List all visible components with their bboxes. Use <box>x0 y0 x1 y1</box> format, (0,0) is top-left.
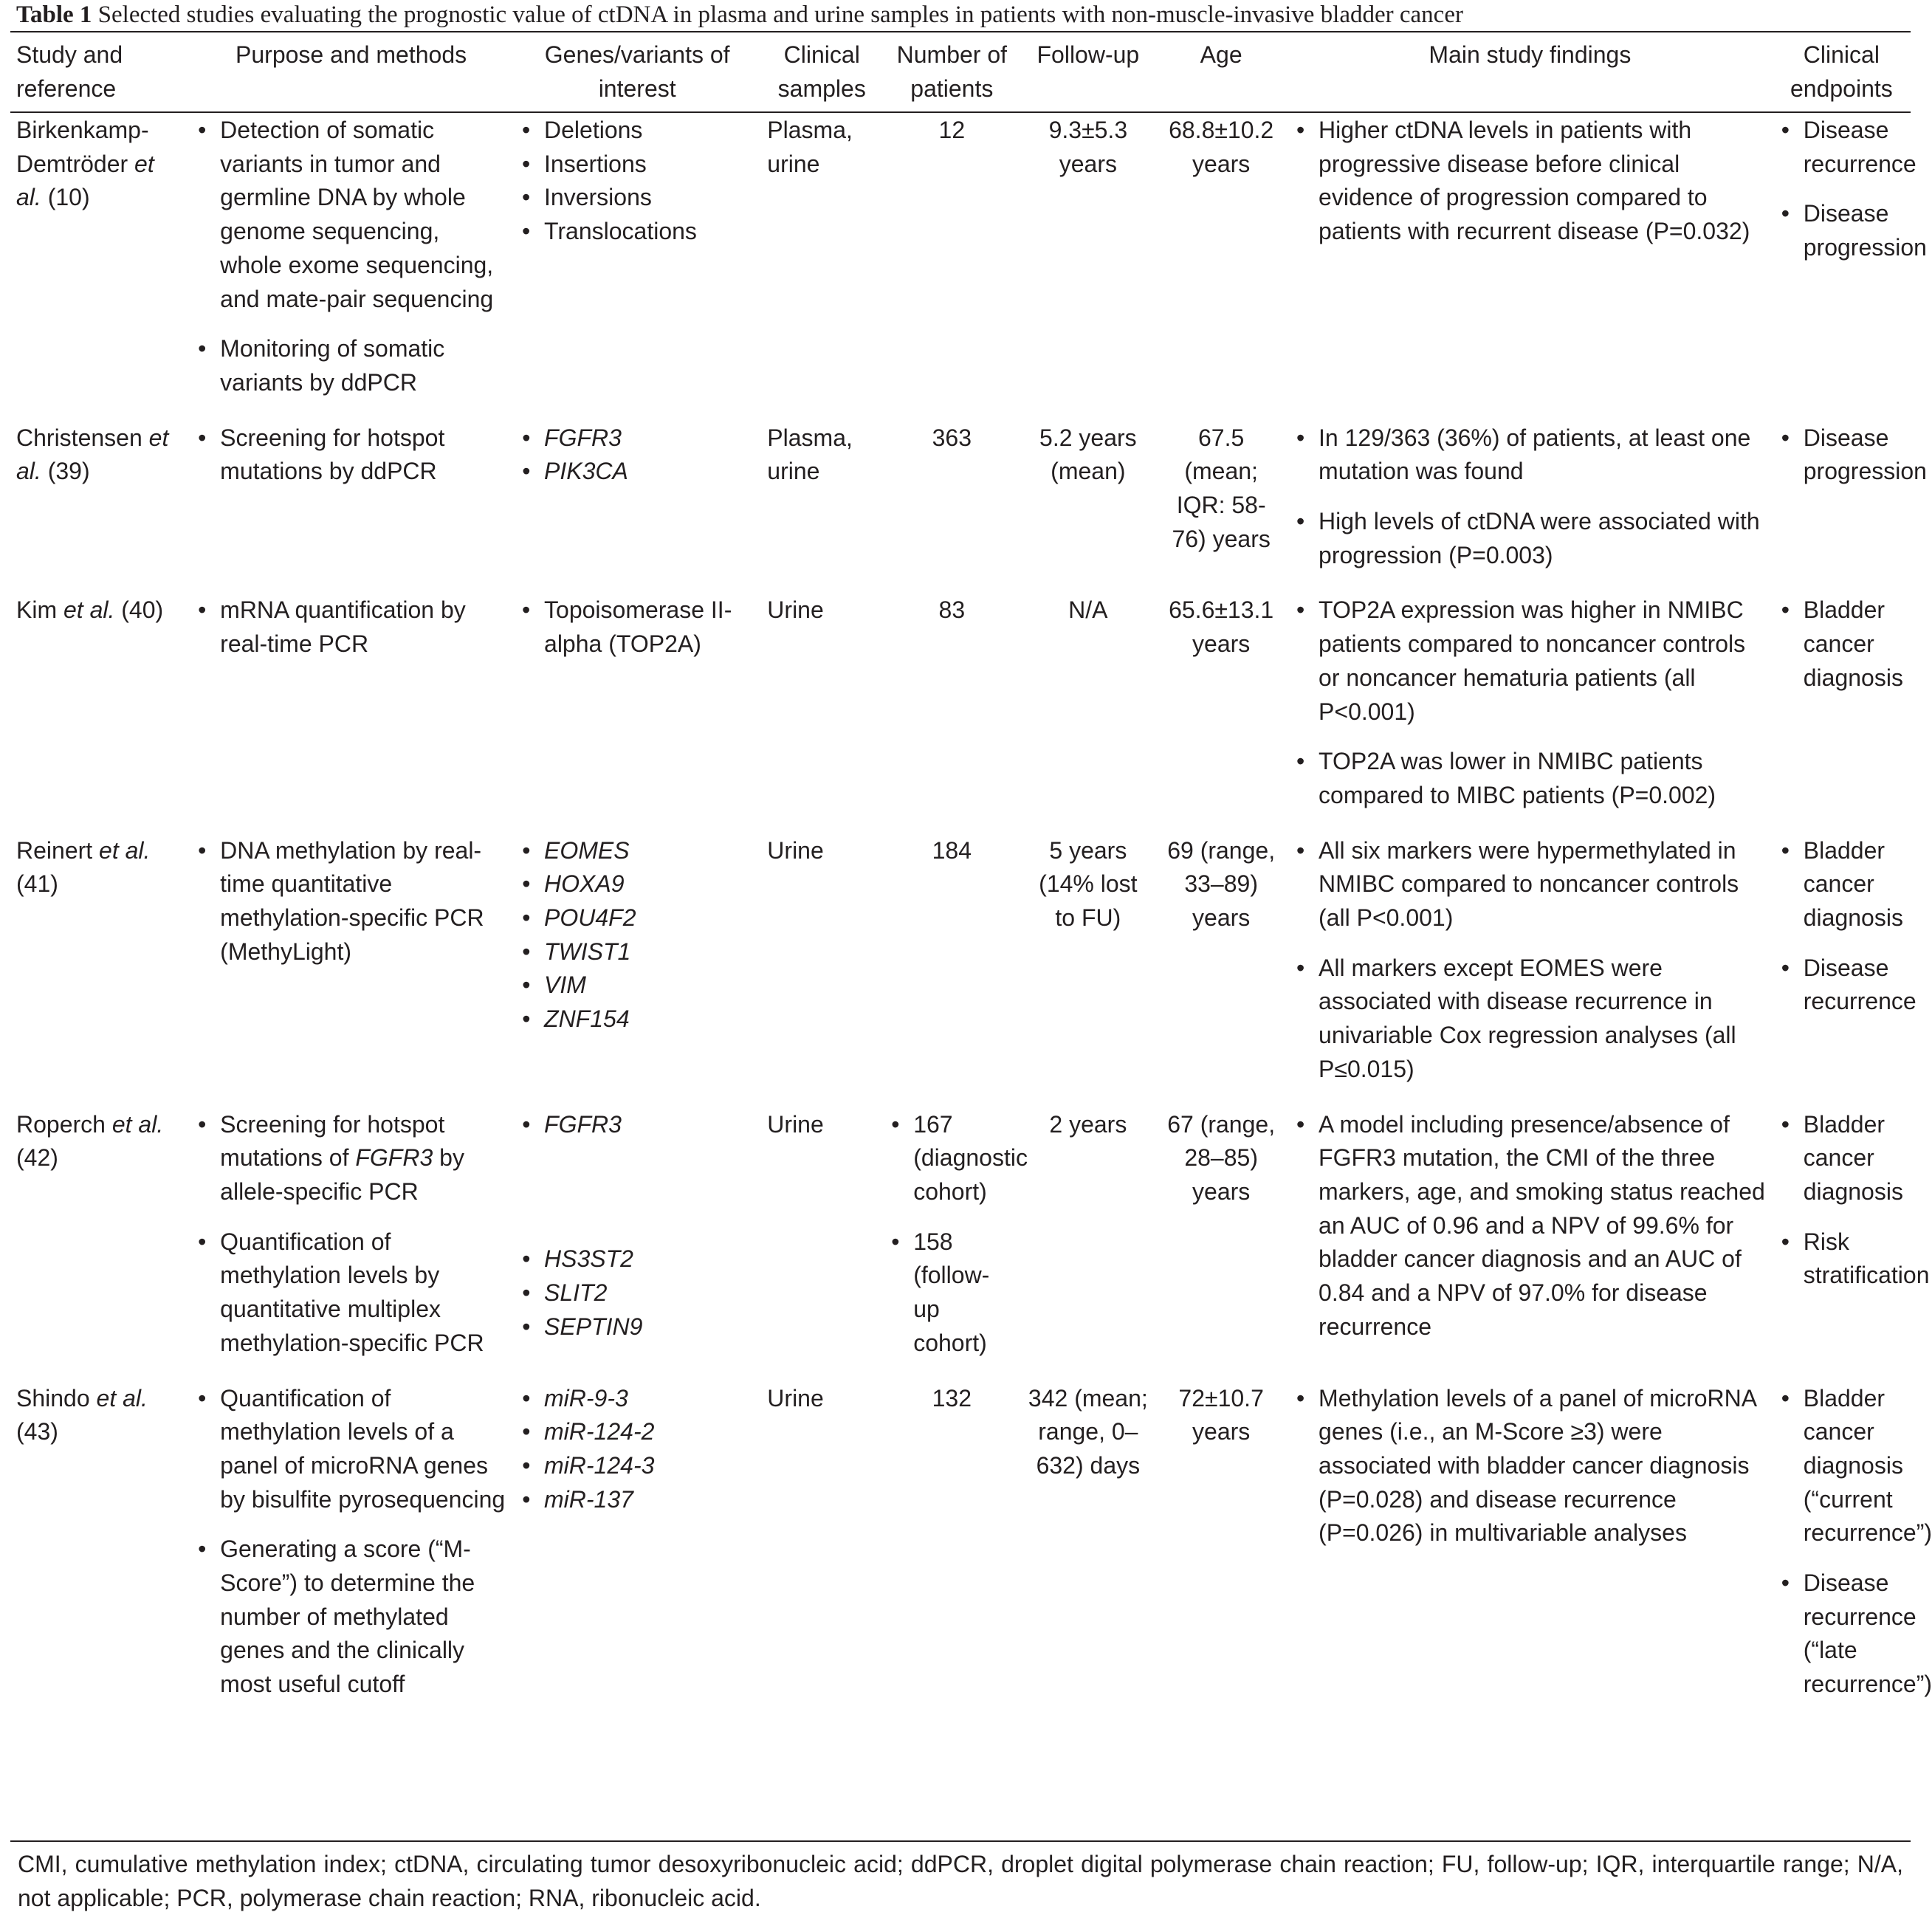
study-etal: et al. <box>111 1110 164 1138</box>
finding-item: • All markers except EOMES were associated with disease recurrence in univariable Cox regression analyses (all P≤0.015) <box>1293 952 1767 1087</box>
header-age: Age <box>1200 41 1242 68</box>
followup-cell: N/A <box>1068 596 1108 624</box>
study-ref: (42) <box>16 1144 58 1172</box>
genes-cell <box>513 107 761 415</box>
endpoint-item: • Bladder cancer diagnosis (“current recurrence”) <box>1778 1382 1905 1551</box>
gene-item: • EOMES <box>519 834 755 868</box>
study-ref: (10) <box>47 184 90 211</box>
endpoint-item: • Bladder cancer diagnosis <box>1778 594 1905 695</box>
endpoints-cell <box>1773 1101 1930 1375</box>
age-cell: 67 (range, 28–85) years <box>1167 1110 1276 1205</box>
gene-item: • ZNF154 <box>519 1003 755 1036</box>
study-ref: (39) <box>47 458 90 485</box>
study-etal: et al. <box>99 836 151 864</box>
endpoint-item: • Disease progression <box>1778 422 1905 489</box>
study-cell <box>10 828 189 1101</box>
age-cell: 69 (range, 33–89) years <box>1167 836 1276 932</box>
followup-cell: 5 years (14% lost to FU) <box>1039 836 1138 932</box>
study-cell <box>10 1101 189 1375</box>
purpose-item: • DNA methylation by real-time quantitative methylation-specific PCR (MethyLight) <box>195 834 507 969</box>
gene-item: • TWIST1 <box>519 935 755 969</box>
purpose-cell <box>189 107 513 415</box>
table-row <box>10 1101 1911 1375</box>
patients-cell: 363 <box>932 424 972 451</box>
patients-cell: 83 <box>938 596 966 624</box>
purpose-item: • Detection of somatic variants in tumor and germline DNA by whole genome sequencing, whole exome sequencing, and mate-pair sequencing <box>195 114 507 316</box>
samples-cell: Urine <box>767 1384 824 1412</box>
table-row <box>10 107 1911 415</box>
endpoint-item: • Disease recurrence <box>1778 952 1905 1019</box>
purpose-item: • Monitoring of somatic variants by ddPCR <box>195 332 507 399</box>
header-row <box>10 34 1911 107</box>
study-cell <box>10 1375 189 1716</box>
gene-item: • miR-137 <box>519 1483 755 1517</box>
gene-item: • PIK3CA <box>519 455 755 489</box>
finding-item: • TOP2A expression was higher in NMIBC patients compared to noncancer controls or noncancer hematuria patients (all P<0.001) <box>1293 594 1767 729</box>
age-cell: 67.5 (mean; IQR: 58-76) years <box>1172 424 1271 552</box>
endpoint-item: • Bladder cancer diagnosis <box>1778 834 1905 935</box>
purpose-cell <box>189 1375 513 1716</box>
purpose-item: • Screening for hotspot mutations by ddPCR <box>195 422 507 489</box>
samples-cell: Urine <box>767 1110 824 1138</box>
gene-item: • miR-124-3 <box>519 1449 755 1483</box>
endpoints-cell <box>1773 828 1916 1101</box>
samples-cell: Urine <box>767 596 824 624</box>
header-samples: Clinical samples <box>777 41 866 102</box>
gene-item: • miR-124-2 <box>519 1415 755 1449</box>
followup-cell: 342 (mean; range, 0–632) days <box>1028 1384 1148 1479</box>
endpoint-item: • Disease recurrence (“late recurrence”) <box>1778 1567 1905 1702</box>
finding-item: • A model including presence/absence of FGFR3 mutation, the CMI of the three markers, age, and smoking status reached an AUC of 0.96 and a NPV of 99.6% for bladder cancer diagnosis and an AUC of 0.84 and a NPV of 97.0% for disease recurrence <box>1293 1108 1767 1344</box>
endpoints-cell <box>1773 415 1927 588</box>
finding-item: • High levels of ctDNA were associated with progression (P=0.003) <box>1293 505 1767 572</box>
study-author: Shindo <box>16 1384 90 1412</box>
genes-cell <box>513 587 761 827</box>
purpose-item <box>195 1108 507 1209</box>
table-row <box>10 1375 1911 1716</box>
gene-item: • POU4F2 <box>519 901 755 935</box>
endpoint-item: • Disease progression <box>1778 197 1905 264</box>
patients-cell <box>882 1101 1028 1375</box>
table-row <box>10 587 1911 827</box>
study-etal: et al. <box>16 150 154 211</box>
endpoints-cell <box>1773 107 1927 415</box>
endpoint-item: • Bladder cancer diagnosis <box>1778 1108 1905 1209</box>
table-page <box>10 0 1932 1911</box>
gene-item: • VIM <box>519 969 755 1003</box>
top-rule <box>10 31 1911 32</box>
followup-cell: 5.2 years (mean) <box>1039 424 1137 485</box>
endpoint-item: • Risk stratification <box>1778 1225 1905 1293</box>
gene-item: • FGFR3 <box>519 1108 755 1142</box>
age-cell: 68.8±10.2 years <box>1169 117 1274 177</box>
gene-item: • SLIT2 <box>519 1276 755 1310</box>
patients-cell: 184 <box>932 836 972 864</box>
endpoints-cell <box>1773 587 1911 827</box>
endpoints-cell <box>1773 1375 1932 1716</box>
study-cell <box>10 587 189 827</box>
patients-item: • 167 (diagnostic cohort) <box>888 1108 1015 1209</box>
study-ref: (40) <box>121 596 164 624</box>
patients-cell: 12 <box>938 117 966 143</box>
purpose-gene: FGFR3 <box>355 1144 433 1172</box>
purpose-text: by allele-specific PCR <box>220 1144 464 1205</box>
gene-item: • miR-9-3 <box>519 1382 755 1416</box>
findings-cell <box>1288 107 1773 415</box>
finding-item: • In 129/363 (36%) of patients, at least one mutation was found <box>1293 422 1767 489</box>
purpose-item: • Quantification of methylation levels of a panel of microRNA genes by bisulfite pyrosequencing <box>195 1382 507 1517</box>
study-cell <box>10 107 189 415</box>
study-author: Roperch <box>16 1110 106 1138</box>
header-study: Study and reference <box>16 41 123 102</box>
findings-cell <box>1288 1375 1773 1716</box>
study-etal: et al. <box>63 596 115 624</box>
study-author: Birkenkamp-Demtröder <box>16 117 149 177</box>
study-author: Kim <box>16 596 58 624</box>
table-footnote: CMI, cumulative methylation index; ctDNA, circulating tumor desoxyribonucleic acid; ddPCR, droplet digital polymerase chain reaction; FU, follow-up; IQR, interquartile range; N/A, not applicable; PCR, polymerase chain reaction; RNA, ribonucleic acid. <box>18 1851 1903 1911</box>
endpoint-item: • Disease recurrence <box>1778 114 1905 181</box>
purpose-cell <box>189 828 513 1101</box>
header-findings: Main study findings <box>1429 41 1632 68</box>
purpose-cell <box>189 1101 513 1375</box>
gene-group-spacer <box>519 1141 755 1242</box>
finding-item: • TOP2A was lower in NMIBC patients compared to MIBC patients (P=0.002) <box>1293 745 1767 812</box>
study-author: Christensen <box>16 424 142 451</box>
age-cell: 65.6±13.1 years <box>1169 596 1274 658</box>
header-endpoints: Clinical endpoints <box>1790 41 1893 102</box>
followup-cell: 2 years <box>1049 1110 1127 1138</box>
samples-cell: Urine <box>767 836 824 864</box>
study-ref: (43) <box>16 1418 58 1445</box>
purpose-text: Screening for hotspot mutations of <box>220 1110 445 1172</box>
findings-cell <box>1288 415 1773 588</box>
patients-cell: 132 <box>932 1384 972 1412</box>
purpose-item: • Generating a score (“M-Score”) to determine the number of methylated genes and the clinically most useful cutoff <box>195 1533 507 1702</box>
table-row <box>10 415 1911 588</box>
gene-item: • Translocations <box>519 215 755 249</box>
gene-item: • SEPTIN9 <box>519 1310 755 1344</box>
finding-item: • Methylation levels of a panel of microRNA genes (i.e., an M-Score ≥3) were associated with bladder cancer diagnosis (P=0.028) and disease recurrence (P=0.026) in multivariable analyses <box>1293 1382 1767 1551</box>
finding-item: • All six markers were hypermethylated in NMIBC compared to noncancer controls (all P<0.001) <box>1293 834 1767 935</box>
genes-cell <box>513 1101 761 1375</box>
purpose-cell <box>189 415 513 588</box>
table-row <box>10 828 1911 1101</box>
purpose-item: • mRNA quantification by real-time PCR <box>195 594 507 661</box>
bottom-rule <box>10 1840 1911 1842</box>
gene-item: • HOXA9 <box>519 867 755 901</box>
header-followup: Follow-up <box>1037 41 1140 68</box>
study-etal: et al. <box>96 1384 148 1412</box>
age-cell: 72±10.7 years <box>1178 1384 1264 1445</box>
findings-cell <box>1288 1101 1773 1375</box>
study-author: Reinert <box>16 836 93 864</box>
findings-cell <box>1288 828 1773 1101</box>
study-cell <box>10 415 189 588</box>
gene-item: • Deletions <box>519 114 755 148</box>
gene-item: • HS3ST2 <box>519 1242 755 1276</box>
samples-cell: Plasma, urine <box>767 117 853 177</box>
patients-item: • 158 (follow-up cohort) <box>888 1225 1015 1361</box>
purpose-item: • Quantification of methylation levels by quantitative multiplex methylation-specific PCR <box>195 1225 507 1361</box>
studies-table <box>10 34 1932 1716</box>
gene-item: • Topoisomerase II-alpha (TOP2A) <box>519 594 755 661</box>
gene-item: • Insertions <box>519 148 755 182</box>
samples-cell: Plasma, urine <box>767 424 853 485</box>
header-patients: Number of patients <box>896 41 1008 102</box>
gene-item: • FGFR3 <box>519 422 755 455</box>
genes-cell <box>513 415 761 588</box>
findings-cell <box>1288 587 1773 827</box>
header-purpose: Purpose and methods <box>236 41 467 68</box>
genes-cell <box>513 1375 761 1716</box>
study-ref: (41) <box>16 870 58 898</box>
purpose-cell <box>189 587 513 827</box>
study-etal: et al. <box>16 424 169 485</box>
genes-cell <box>513 828 761 1101</box>
table-caption-text: Selected studies evaluating the prognostic value of ctDNA in plasma and urine samples in patients with non-muscle-invasive bladder cancer <box>97 1 1463 28</box>
finding-item: • Higher ctDNA levels in patients with progressive disease before clinical evidence of progression compared to patients with recurrent disease (P=0.032) <box>1293 114 1767 249</box>
gene-item: • Inversions <box>519 181 755 215</box>
header-genes: Genes/variants of interest <box>544 41 730 102</box>
table-caption <box>10 0 1911 30</box>
table-caption-label: Table 1 <box>16 1 92 28</box>
followup-cell: 9.3±5.3 years <box>1048 117 1128 177</box>
